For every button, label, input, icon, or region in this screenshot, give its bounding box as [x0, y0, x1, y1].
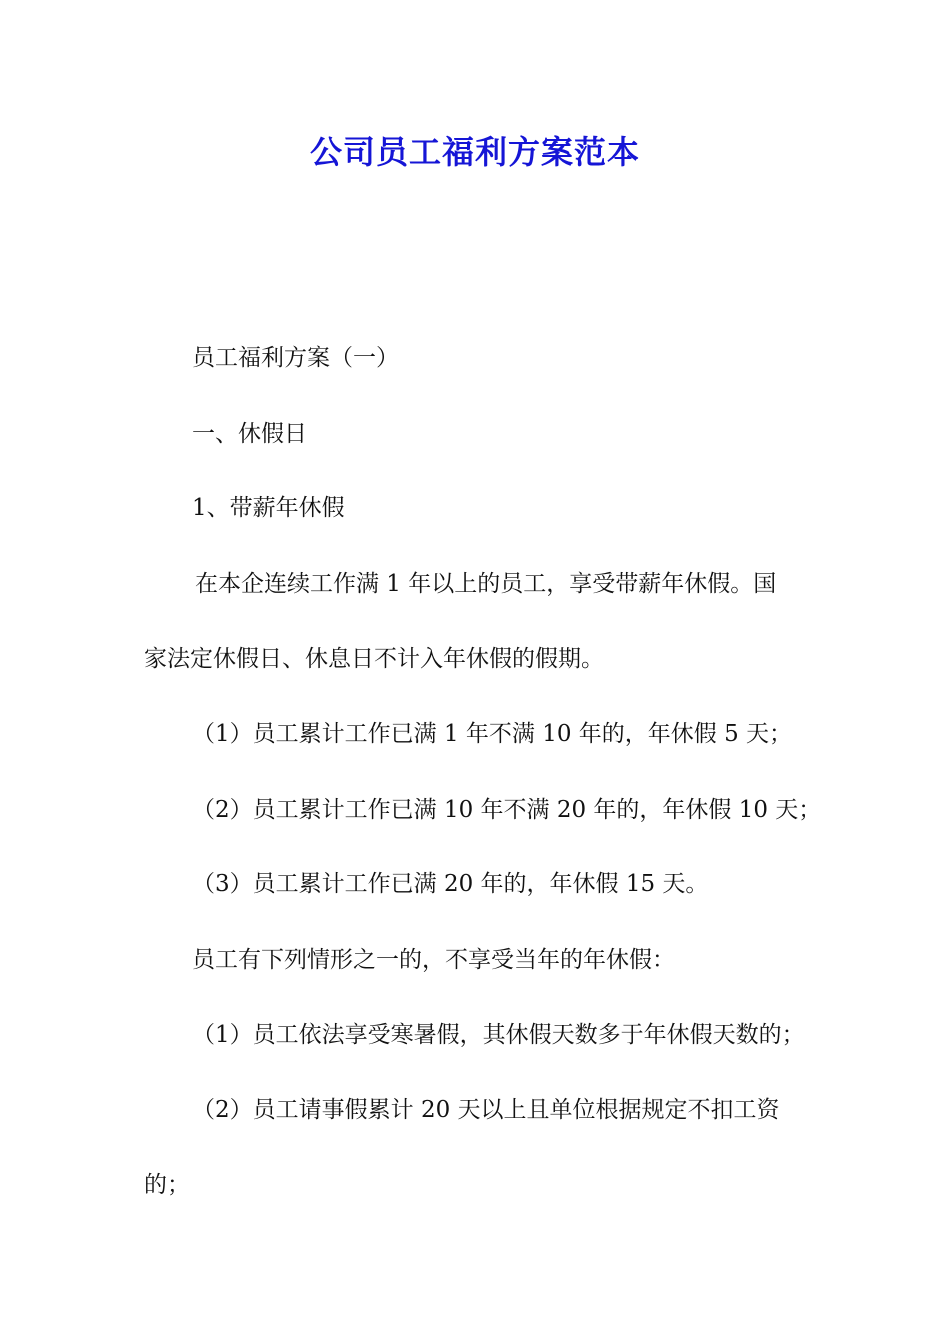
paragraph-line: 在本企连续工作满 1 年以上的员工，享受带薪年休假。国 — [195, 571, 777, 597]
list-item: （2）员工累计工作已满 10 年不满 20 年的，年休假 10 天； — [192, 797, 822, 823]
subsection-heading: 一、休假日 — [192, 421, 307, 447]
paragraph-line: 的； — [144, 1172, 190, 1198]
paragraph-line: 家法定休假日、休息日不计入年休假的假期。 — [144, 646, 604, 672]
section-heading: 员工福利方案（一） — [192, 345, 399, 371]
list-item: （3）员工累计工作已满 20 年的，年休假 15 天。 — [192, 871, 709, 897]
item-heading: 1、带薪年休假 — [192, 495, 345, 521]
document-title: 公司员工福利方案范本 — [309, 133, 640, 171]
list-item: （1）员工依法享受寒暑假，其休假天数多于年休假天数的； — [192, 1022, 805, 1048]
list-item: （2）员工请事假累计 20 天以上且单位根据规定不扣工资 — [192, 1097, 780, 1123]
paragraph-line: 员工有下列情形之一的，不享受当年的年休假： — [192, 947, 675, 973]
list-item: （1）员工累计工作已满 1 年不满 10 年的，年休假 5 天； — [192, 721, 793, 747]
